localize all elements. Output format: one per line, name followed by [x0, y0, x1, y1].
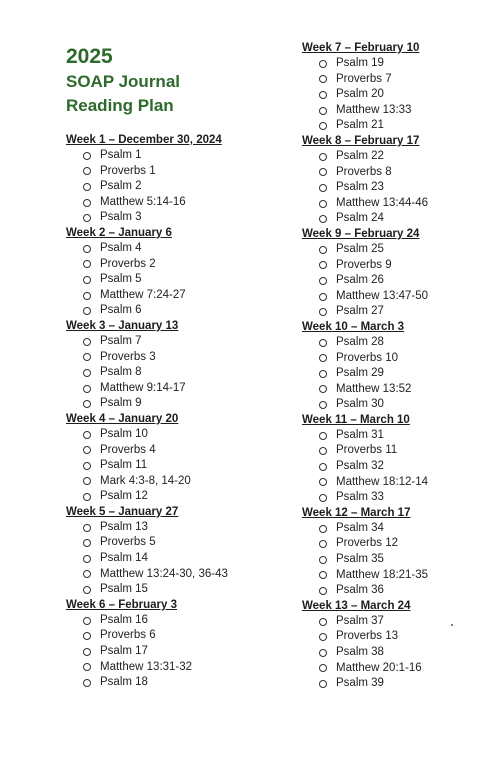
reading-item [83, 179, 228, 195]
checkbox-circle-icon[interactable] [83, 617, 91, 625]
reading-label: Proverbs 1 [100, 164, 156, 177]
reading-item [83, 458, 228, 474]
week-heading: Week 12 – March 17 [302, 506, 411, 519]
checkbox-circle-icon[interactable] [83, 493, 91, 501]
reading-label: Matthew 13:24-30, 36-43 [100, 567, 228, 580]
reading-label: Psalm 30 [336, 398, 384, 411]
reading-list [302, 242, 428, 320]
reading-item [319, 521, 428, 537]
reading-label: Proverbs 12 [336, 537, 399, 550]
page-title [66, 44, 180, 118]
reading-label: Psalm 24 [336, 212, 384, 225]
reading-item [83, 195, 228, 211]
reading-item [319, 443, 428, 459]
reading-item [83, 350, 228, 366]
week-heading: Week 5 – January 27 [66, 505, 179, 518]
week-section [66, 505, 228, 598]
checkbox-circle-icon[interactable] [319, 354, 327, 362]
week-section [302, 134, 428, 227]
reading-list [66, 613, 228, 691]
reading-item [319, 614, 428, 630]
reading-item [319, 382, 428, 398]
week-section [66, 133, 228, 226]
reading-label: Psalm 26 [336, 274, 384, 287]
reading-label: Psalm 8 [100, 366, 142, 379]
reading-label: Psalm 10 [100, 427, 148, 440]
reading-item [319, 568, 428, 584]
reading-list [66, 148, 228, 226]
reading-label: Psalm 21 [336, 119, 384, 132]
reading-label: Psalm 25 [336, 242, 384, 255]
reading-item [83, 489, 228, 505]
reading-label: Psalm 7 [100, 334, 142, 347]
checkbox-circle-icon[interactable] [83, 555, 91, 563]
checkbox-circle-icon[interactable] [83, 663, 91, 671]
reading-item [319, 397, 428, 413]
reading-label: Psalm 1 [100, 149, 142, 161]
title-line-2: Reading Plan [66, 96, 174, 115]
reading-label: Matthew 9:14-17 [100, 381, 186, 394]
checkbox-circle-icon[interactable] [319, 261, 327, 269]
reading-label: Proverbs 6 [100, 629, 156, 642]
checkbox-circle-icon[interactable] [319, 649, 327, 657]
reading-item [319, 103, 428, 119]
reading-list [302, 614, 428, 692]
checkbox-circle-icon[interactable] [83, 462, 91, 470]
checkbox-circle-icon[interactable] [319, 215, 327, 223]
week-section [302, 41, 428, 134]
checkbox-circle-icon[interactable] [319, 308, 327, 316]
checkbox-circle-icon[interactable] [83, 679, 91, 687]
reading-item [319, 536, 428, 552]
reading-label: Psalm 18 [100, 676, 148, 689]
week-heading: Week 6 – February 3 [66, 598, 178, 611]
checkbox-circle-icon[interactable] [83, 353, 91, 361]
checkbox-circle-icon[interactable] [319, 680, 327, 688]
reading-item [319, 242, 428, 258]
reading-label: Psalm 39 [336, 677, 384, 690]
reading-item [319, 645, 428, 661]
reading-label: Psalm 17 [100, 645, 148, 658]
week-section [302, 227, 428, 320]
reading-item [83, 164, 228, 180]
reading-label: Proverbs 3 [100, 350, 156, 363]
reading-item [319, 211, 428, 227]
checkbox-circle-icon[interactable] [83, 586, 91, 594]
reading-label: Psalm 38 [336, 646, 384, 658]
reading-label: Psalm 3 [100, 211, 142, 224]
checkbox-circle-icon[interactable] [319, 571, 327, 579]
left-column [66, 133, 228, 691]
reading-label: Psalm 5 [100, 273, 142, 286]
week-section [66, 226, 228, 319]
reading-list [66, 520, 228, 598]
checkbox-circle-icon[interactable] [319, 618, 327, 626]
reading-item [83, 443, 228, 459]
reading-item [319, 196, 428, 212]
checkbox-circle-icon[interactable] [319, 200, 327, 208]
reading-label: Matthew 18:21-35 [336, 568, 429, 581]
checkbox-circle-icon[interactable] [319, 463, 327, 471]
reading-list [66, 241, 228, 319]
reading-list [302, 428, 428, 506]
week-section [66, 319, 228, 412]
reading-item [83, 210, 228, 226]
checkbox-circle-icon[interactable] [319, 556, 327, 564]
reading-label: Psalm 16 [100, 613, 148, 626]
reading-item [319, 180, 428, 196]
checkbox-circle-icon[interactable] [319, 122, 327, 130]
reading-item [83, 257, 228, 273]
checkbox-circle-icon[interactable] [319, 664, 327, 672]
reading-item [83, 474, 228, 490]
reading-item [319, 87, 428, 103]
reading-label: Psalm 23 [336, 181, 384, 194]
checkbox-circle-icon[interactable] [319, 107, 327, 115]
checkbox-circle-icon[interactable] [319, 293, 327, 301]
checkbox-circle-icon[interactable] [83, 648, 91, 656]
reading-item [319, 335, 428, 351]
reading-item [83, 381, 228, 397]
reading-label: Proverbs 2 [100, 257, 156, 270]
checkbox-circle-icon[interactable] [83, 260, 91, 268]
reading-item [319, 72, 428, 88]
reading-item [83, 241, 228, 257]
reading-label: Psalm 33 [336, 491, 384, 504]
reading-item [319, 428, 428, 444]
reading-item [319, 258, 428, 274]
title-year: 2025 [66, 45, 113, 68]
reading-item [83, 535, 228, 551]
reading-item [83, 628, 228, 644]
reading-label: Psalm 35 [336, 553, 384, 566]
reading-item [319, 366, 428, 382]
reading-item [83, 288, 228, 304]
reading-item [319, 165, 428, 181]
checkbox-circle-icon[interactable] [319, 525, 327, 533]
week-heading: Week 10 – March 3 [302, 320, 405, 333]
reading-label: Mark 4:3-8, 14-20 [100, 474, 191, 487]
reading-label: Psalm 29 [336, 367, 384, 380]
checkbox-circle-icon[interactable] [83, 570, 91, 578]
reading-item [83, 582, 228, 598]
checkbox-circle-icon[interactable] [319, 385, 327, 393]
reading-list [66, 334, 228, 412]
week-section [66, 412, 228, 505]
reading-item [319, 661, 428, 677]
reading-list [66, 427, 228, 505]
reading-label: Psalm 28 [336, 335, 384, 348]
week-section [302, 320, 428, 413]
week-heading: Week 9 – February 24 [302, 227, 420, 240]
reading-label: Matthew 13:52 [336, 382, 412, 395]
checkbox-circle-icon[interactable] [83, 524, 91, 532]
reading-label: Psalm 20 [336, 88, 384, 101]
reading-item [83, 644, 228, 660]
checkbox-circle-icon[interactable] [83, 477, 91, 485]
reading-item [319, 629, 428, 645]
week-section [302, 599, 428, 692]
week-heading: Week 7 – February 10 [302, 42, 420, 54]
reading-item [83, 334, 228, 350]
reading-label: Psalm 4 [100, 241, 142, 254]
reading-label: Matthew 5:14-16 [100, 195, 186, 208]
reading-label: Psalm 15 [100, 583, 148, 596]
reading-label: Matthew 7:24-27 [100, 288, 186, 301]
reading-list [302, 56, 428, 134]
checkbox-circle-icon[interactable] [319, 277, 327, 285]
checkbox-circle-icon[interactable] [83, 292, 91, 300]
reading-label: Psalm 27 [336, 305, 384, 318]
reading-label: Proverbs 11 [336, 444, 398, 457]
reading-label: Psalm 9 [100, 397, 142, 410]
checkbox-circle-icon[interactable] [319, 168, 327, 176]
checkbox-circle-icon[interactable] [319, 60, 327, 68]
reading-item [319, 351, 428, 367]
checkbox-circle-icon[interactable] [83, 446, 91, 454]
reading-label: Psalm 19 [336, 57, 384, 69]
checkbox-circle-icon[interactable] [319, 370, 327, 378]
reading-item [319, 273, 428, 289]
reading-item [319, 676, 428, 692]
reading-item [319, 490, 428, 506]
week-heading: Week 2 – January 6 [66, 226, 172, 239]
week-heading: Week 4 – January 20 [66, 412, 179, 425]
checkbox-circle-icon[interactable] [319, 432, 327, 440]
checkbox-circle-icon[interactable] [319, 153, 327, 161]
week-heading: Week 8 – February 17 [302, 134, 420, 147]
checkbox-circle-icon[interactable] [83, 632, 91, 640]
checkbox-circle-icon[interactable] [319, 478, 327, 486]
week-section [302, 506, 428, 599]
checkbox-circle-icon[interactable] [83, 369, 91, 377]
reading-item [83, 396, 228, 412]
reading-item [319, 149, 428, 165]
reading-item [83, 613, 228, 629]
checkbox-circle-icon[interactable] [83, 400, 91, 408]
reading-item [83, 675, 228, 691]
reading-item [83, 567, 228, 583]
week-heading: Week 13 – March 24 [302, 599, 411, 612]
checkbox-circle-icon[interactable] [83, 167, 91, 175]
reading-item [83, 365, 228, 381]
checkbox-circle-icon[interactable] [83, 431, 91, 439]
week-heading: Week 11 – March 10 [302, 413, 410, 426]
reading-list [302, 335, 428, 413]
reading-label: Proverbs 7 [336, 72, 392, 85]
checkbox-circle-icon[interactable] [83, 385, 91, 393]
reading-label: Psalm 14 [100, 552, 148, 565]
week-section [66, 598, 228, 691]
checkbox-circle-icon[interactable] [319, 401, 327, 409]
checkbox-circle-icon[interactable] [319, 339, 327, 347]
reading-label: Proverbs 10 [336, 351, 399, 364]
reading-item [319, 552, 428, 568]
reading-label: Matthew 20:1-16 [336, 661, 422, 674]
reading-label: Proverbs 5 [100, 536, 156, 549]
reading-item [83, 303, 228, 319]
checkbox-circle-icon[interactable] [319, 633, 327, 641]
checkbox-circle-icon[interactable] [83, 245, 91, 253]
checkbox-circle-icon[interactable] [319, 184, 327, 192]
reading-label: Psalm 34 [336, 521, 384, 534]
reading-item [319, 304, 428, 320]
reading-item [319, 56, 428, 72]
checkbox-circle-icon[interactable] [83, 199, 91, 207]
reading-item [83, 520, 228, 536]
scan-speck [451, 624, 453, 626]
reading-label: Psalm 12 [100, 490, 148, 503]
reading-item [83, 272, 228, 288]
checkbox-circle-icon[interactable] [83, 307, 91, 315]
reading-list [302, 521, 428, 599]
checkbox-circle-icon[interactable] [83, 338, 91, 346]
reading-label: Matthew 13:47-50 [336, 289, 429, 302]
reading-item [83, 551, 228, 567]
reading-item [319, 583, 428, 599]
reading-label: Psalm 6 [100, 304, 142, 317]
checkbox-circle-icon[interactable] [319, 494, 327, 502]
reading-label: Matthew 13:33 [336, 103, 412, 116]
reading-label: Psalm 32 [336, 460, 384, 473]
right-column [302, 41, 428, 692]
title-line-1: SOAP Journal [66, 72, 180, 91]
reading-item [319, 118, 428, 134]
reading-item [83, 427, 228, 443]
checkbox-circle-icon[interactable] [83, 539, 91, 547]
reading-label: Proverbs 8 [336, 165, 392, 178]
reading-label: Psalm 11 [100, 459, 148, 472]
reading-label: Psalm 13 [100, 520, 148, 533]
reading-label: Matthew 13:44-46 [336, 196, 429, 209]
reading-item [319, 459, 428, 475]
reading-label: Proverbs 4 [100, 443, 156, 456]
reading-list [302, 149, 428, 227]
reading-label: Psalm 36 [336, 584, 384, 597]
reading-label: Matthew 13:31-32 [100, 660, 193, 673]
checkbox-circle-icon[interactable] [319, 587, 327, 595]
checkbox-circle-icon[interactable] [319, 91, 327, 99]
reading-label: Psalm 2 [100, 180, 142, 193]
week-section [302, 413, 428, 506]
checkbox-circle-icon[interactable] [83, 152, 91, 160]
checkbox-circle-icon[interactable] [83, 276, 91, 284]
checkbox-circle-icon[interactable] [319, 447, 327, 455]
reading-label: Proverbs 13 [336, 630, 399, 643]
reading-label: Matthew 18:12-14 [336, 475, 429, 488]
week-heading: Week 1 – December 30, 2024 [66, 134, 222, 146]
reading-label: Psalm 31 [336, 428, 384, 441]
reading-label: Psalm 22 [336, 149, 384, 162]
checkbox-circle-icon[interactable] [83, 183, 91, 191]
checkbox-circle-icon[interactable] [83, 214, 91, 222]
checkbox-circle-icon[interactable] [319, 75, 327, 83]
checkbox-circle-icon[interactable] [319, 540, 327, 548]
week-heading: Week 3 – January 13 [66, 319, 179, 332]
checkbox-circle-icon[interactable] [319, 246, 327, 254]
reading-item [83, 148, 228, 164]
reading-item [319, 289, 428, 305]
reading-item [319, 475, 428, 491]
reading-label: Psalm 37 [336, 614, 384, 627]
reading-item [83, 660, 228, 676]
reading-label: Proverbs 9 [336, 258, 392, 271]
